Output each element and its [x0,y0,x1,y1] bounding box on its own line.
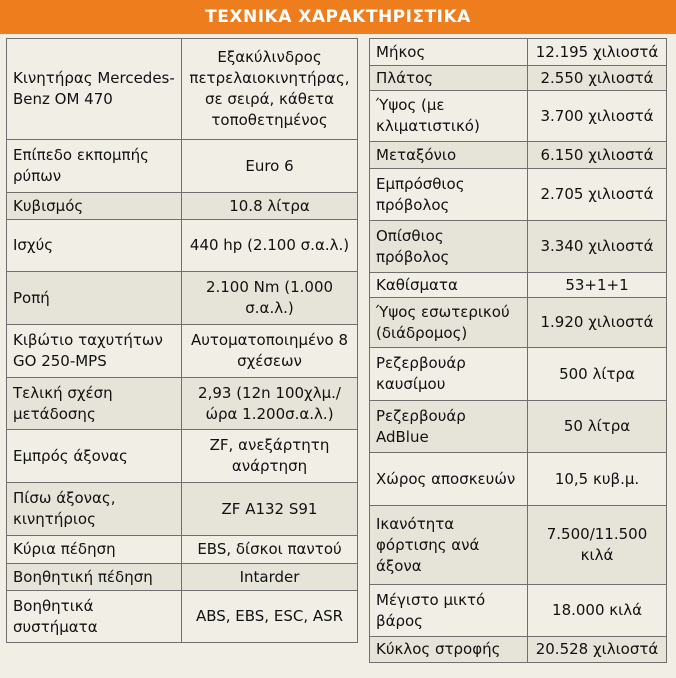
spec-value: ZF, ανεξάρτητη ανάρτηση [209,436,330,475]
spec-value: 3.340 χιλιοστά [540,237,654,255]
spec-label: Ύψος εσωτερικού (διάδρομος) [370,298,528,347]
page-title: ΤΕΧΝΙΚΑ ΧΑΡΑΚΤΗΡΙΣΤΙΚΑ [205,7,471,27]
spec-value: 2.550 χιλιοστά [540,68,654,87]
spec-row [6,591,358,643]
spec-value: 50 λίτρα [563,417,631,435]
spec-label: Κύκλος στροφής [370,637,528,662]
spec-value: 2,93 (12n 100χλμ./ ώρα 1.200σ.α.λ.) [198,383,341,423]
spec-value: 10.8 λίτρα [229,196,310,215]
spec-row [369,348,667,401]
spec-label: Επίπεδο εκπομπής ρύπων [7,140,182,192]
spec-label: Μήκος [370,39,528,65]
right-spec-table [369,38,667,663]
spec-label: Κινητήρας Mercedes-Benz OM 470 [7,39,182,139]
spec-label: Βοηθητική πέδηση [7,564,182,590]
spec-value: 10,5 κυβ.μ. [554,469,640,488]
spec-label: Ρεζερβουάρ AdBlue [370,401,528,452]
spec-label: Ροπή [7,272,182,324]
title-bar [0,0,676,34]
spec-row [6,564,358,591]
spec-row [369,453,667,506]
spec-row [6,325,358,378]
spec-row [369,91,667,142]
spec-value: 7.500/11.500 κιλά [546,525,648,564]
spec-label: Ύψος (με κλιματιστικό) [370,91,528,141]
spec-row [369,585,667,637]
spec-label: Εμπρός άξονας [7,430,182,482]
spec-value: EBS, δίσκοι παντού [197,540,342,558]
spec-value: Euro 6 [245,156,294,175]
spec-row [369,506,667,585]
spec-row [6,38,358,140]
spec-row [369,142,667,169]
spec-row [369,38,667,66]
spec-row [369,637,667,663]
spec-row [6,483,358,536]
spec-value: 3.700 χιλιοστά [540,106,654,125]
spec-row [6,430,358,483]
spec-label: Πλάτος [370,66,528,90]
spec-label: Κύρια πέδηση [7,536,182,563]
spec-label: Μεταξόνιο [370,142,528,168]
spec-label: Οπίσθιος πρόβολος [370,221,528,272]
spec-row [369,273,667,298]
spec-value: ABS, EBS, ESC, ASR [195,607,344,625]
spec-value: 2.100 Nm (1.000 σ.α.λ.) [205,278,334,317]
spec-row [369,401,667,453]
spec-value: 12.195 χιλιοστά [535,42,659,61]
spec-value: 2.705 χιλιοστά [540,185,654,203]
spec-row [6,272,358,325]
spec-value: 18.000 κιλά [552,601,642,619]
spec-row [6,378,358,430]
spec-label: Τελική σχέση μετάδοσης [7,378,182,429]
spec-label: Εμπρόσθιος πρόβολος [370,169,528,220]
spec-row [369,298,667,348]
spec-label: Ρεζερβουάρ καυσίμου [370,348,528,400]
left-spec-table [6,38,358,643]
spec-value: 20.528 χιλιοστά [535,640,659,658]
spec-row [369,221,667,273]
spec-value: 440 hp (2.100 σ.α.λ.) [189,236,350,254]
spec-label: Μέγιστο μικτό βάρος [370,585,528,636]
spec-value: 6.150 χιλιοστά [540,145,654,164]
spec-row [369,169,667,221]
spec-label: Κυβισμός [7,193,182,219]
spec-label: Ικανότητα φόρτισης ανά άξονα [370,506,528,584]
spec-value: 1.920 χιλιοστά [540,313,654,331]
spec-value: Intarder [239,567,300,586]
spec-label: Ισχύς [7,220,182,271]
spec-value: Εξακύλινδρος πετρελαιοκινητήρας, σε σειρά, κάθετα τοποθετημένος [189,48,350,129]
spec-label: Κιβώτιο ταχυτήτων GO 250-MPS [7,325,182,377]
spec-row [6,140,358,193]
spec-value: 53+1+1 [565,275,629,294]
spec-row [369,66,667,91]
spec-label: Χώρος αποσκευών [370,453,528,505]
spec-value: Αυτοματοποιημένο 8 σχέσεων [190,331,349,370]
spec-label: Πίσω άξονας, κινητήριος [7,483,182,535]
spec-label: Βοηθητικά συστήματα [7,591,182,642]
spec-row [6,220,358,272]
spec-label: Καθίσματα [370,273,528,297]
spec-row [6,193,358,220]
spec-row [6,536,358,564]
spec-value: ZF A132 S91 [221,499,318,518]
spec-value: 500 λίτρα [559,364,635,383]
